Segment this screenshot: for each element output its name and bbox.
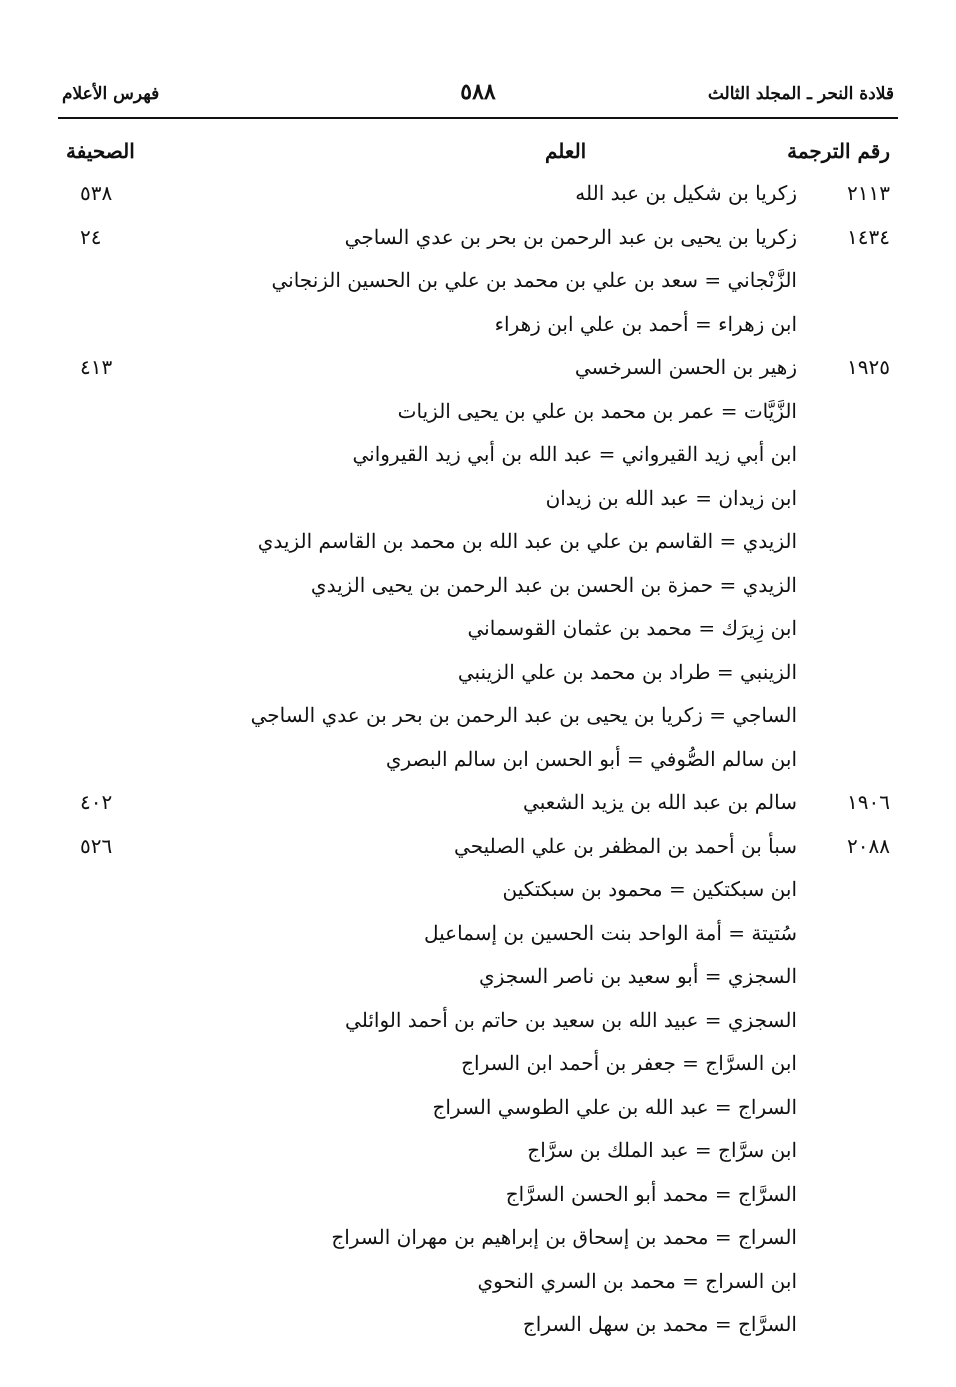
column-header-number: رقم الترجمة — [787, 139, 890, 163]
index-entry-row — [58, 781, 898, 825]
index-entry-row — [58, 738, 898, 782]
index-entry-row — [58, 651, 898, 695]
entry-page: ٥٢٦ — [80, 833, 113, 858]
entry-name: زهير بن الحسن السرخسي — [574, 355, 797, 379]
index-entry-row — [58, 172, 898, 216]
index-entry-row — [58, 346, 898, 390]
entry-number: ١٩٠٦ — [847, 790, 890, 814]
entry-name: السجزي = أبو سعيد بن ناصر السجزي — [479, 964, 797, 988]
entry-number: ١٤٣٤ — [847, 224, 890, 249]
index-entry-row — [58, 1260, 898, 1304]
entry-name: الزَّيَّات = عمر بن محمد بن علي بن يحيى الزيات — [397, 398, 797, 423]
page-number: ٥٨٨ — [460, 79, 496, 105]
index-entry-row — [58, 999, 898, 1043]
entry-number: ١٩٢٥ — [847, 355, 890, 379]
column-header-name: العلم — [545, 139, 587, 163]
entry-name: السراج = عبد الله بن علي الطوسي السراج — [432, 1094, 797, 1119]
header-rule — [58, 117, 898, 119]
index-entry-row — [58, 1303, 898, 1347]
index-entry-row — [58, 1086, 898, 1130]
index-entry-row — [58, 912, 898, 956]
index-entry-row — [58, 825, 898, 869]
column-header-page: الصحيفة — [66, 139, 135, 163]
entry-page: ٢٤ — [80, 224, 102, 249]
entry-page: ٤١٣ — [80, 355, 113, 379]
entry-name: ابن سالم الصُّوفي = أبو الحسن ابن سالم البصري — [385, 746, 797, 771]
entry-name: الساجي = زكريا بن يحيى بن عبد الرحمن بن بحر بن عدي الساجي — [250, 703, 797, 727]
entry-name: ابن السراج = محمد بن السري النحوي — [477, 1268, 797, 1293]
entry-name: سالم بن عبد الله بن يزيد الشعبي — [523, 790, 797, 814]
entry-name: زكريا بن يحيى بن عبد الرحمن بن بحر بن عدي الساجي — [344, 224, 797, 249]
index-entry-row — [58, 564, 898, 608]
entry-name: السرَّاج = محمد بن سهل السراج — [522, 1312, 797, 1336]
index-entry-row — [58, 955, 898, 999]
entry-name: الزَّنْجاني = سعد بن علي بن محمد بن علي بن الحسين الزنجاني — [271, 268, 797, 292]
entry-name: الزيدي = حمزة بن الحسن بن عبد الرحمن بن يحيى الزيدي — [310, 572, 797, 597]
index-entry-row — [58, 694, 898, 738]
entry-name: السجزي = عبيد الله بن سعيد بن حاتم بن أحمد الوائلي — [345, 1007, 797, 1032]
entry-name: سبأ بن أحمد بن المظفر بن علي الصليحي — [454, 833, 797, 858]
index-entry-row — [58, 1042, 898, 1086]
index-entries — [58, 172, 898, 1347]
entry-name: ابن زيدان = عبد الله بن زيدان — [545, 485, 797, 510]
running-title: قلادة النحر ـ المجلد الثالث — [707, 84, 894, 104]
entry-name: السراج = محمد بن إسحاق بن إبراهيم بن مهران السراج — [331, 1225, 797, 1249]
index-entry-row — [58, 433, 898, 477]
entry-name: ابن زهراء = أحمد بن علي ابن زهراء — [494, 311, 797, 336]
entry-page: ٥٣٨ — [80, 181, 113, 205]
index-title: فهرس الأعلام — [62, 84, 160, 104]
index-entry-row — [58, 1216, 898, 1260]
entry-name: الزينبي = طراد بن محمد بن علي الزينبي — [457, 659, 797, 684]
entry-name: سُتيتة = أمة الواحد بنت الحسين بن إسماعيل — [423, 920, 797, 945]
entry-name: ابن سرَّاج = عبد الملك بن سرَّاج — [527, 1138, 797, 1162]
entry-name: ابن زِيرَك = محمد بن عثمان القوسماني — [467, 616, 797, 640]
index-entry-row — [58, 216, 898, 260]
index-entry-row — [58, 1129, 898, 1173]
entry-name: ابن السرَّاج = جعفر بن أحمد ابن السراج — [461, 1051, 797, 1075]
index-entry-row — [58, 303, 898, 347]
entry-name: الزيدي = القاسم بن علي بن عبد الله بن محمد بن القاسم الزيدي — [257, 529, 797, 553]
entry-name: ابن سبكتكين = محمود بن سبكتكين — [502, 877, 797, 901]
entry-name: ابن أبي زيد القيرواني = عبد الله بن أبي زيد القيرواني — [352, 442, 797, 466]
index-entry-row — [58, 1173, 898, 1217]
index-entry-row — [58, 259, 898, 303]
index-entry-row — [58, 477, 898, 521]
entry-page: ٤٠٢ — [80, 790, 113, 814]
entry-number: ٢٠٨٨ — [847, 833, 890, 858]
index-entry-row — [58, 868, 898, 912]
entry-name: زكريا بن شكيل بن عبد الله — [575, 181, 797, 205]
index-entry-row — [58, 390, 898, 434]
entry-number: ٢١١٣ — [847, 181, 890, 205]
index-entry-row — [58, 607, 898, 651]
entry-name: السرَّاج = محمد أبو الحسن السرَّاج — [505, 1181, 797, 1206]
index-entry-row — [58, 520, 898, 564]
